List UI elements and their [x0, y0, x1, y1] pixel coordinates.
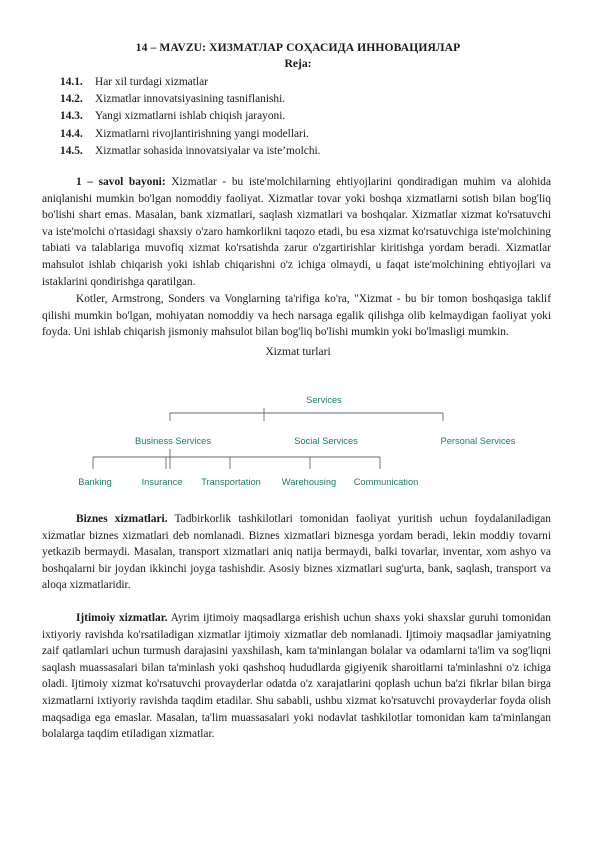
service-types-diagram	[60, 365, 530, 497]
list-item	[60, 143, 321, 160]
definition-paragraph: Kotler, Armstrong, Sonders va Vonglarning ta'rifiga ko'ra, "Xizmat - bu bir tomon boshqasiga taklif qilishi mumkin bo'lgan, mohiyatan nomoddiy va hech narsaga egalik qilishga olib kelmaydigan faoliyat yoki foyda. Uni ishlab chiqarish jismoniy mahsulot bilan bog'liq bo'lishi mumkin yoki bo'lmasligi mumkin.	[42, 293, 551, 339]
business-text: Tadbirkorlik tashkilotlari tomonidan faoliyat yuritish uchun foydalaniladigan xizmatlar biznes xizmatlari deb nomlanadi. Biznes xizmatlari biznesga yordam beradi, lekin moddiy tovarni yetkazib bermaydi. Masalan, transport xizmatlari aniq natija bermaydi, balki tovarlar, inventar, xom ashyo va boshqalarni bir joydan ikkinchi joyga tashishdir. Asosiy biznes xizmatlari sug'urta, bank, saqlash, transport va aloqa xizmatlaridir.	[42, 513, 552, 592]
section1-lead: 1 – savol bayoni:	[76, 176, 166, 188]
topic-text: Xizmatlarni rivojlantirishning yangi modellari.	[95, 127, 309, 140]
figure-caption: Xizmat turlari	[265, 345, 331, 358]
topic-number: 14.5.	[60, 144, 83, 157]
diagram-node-banking: Banking	[78, 477, 112, 487]
business-services-paragraph	[42, 511, 551, 594]
diagram-node-transportation: Transportation	[201, 477, 261, 487]
list-item	[60, 108, 321, 125]
diagram-node-business: Business Services	[135, 436, 211, 446]
topic-number: 14.2.	[60, 93, 83, 106]
diagram-node-social: Social Services	[294, 436, 358, 446]
diagram-node-root: Services	[306, 395, 342, 405]
business-lead: Biznes xizmatlari.	[76, 513, 168, 525]
topic-list	[60, 74, 321, 160]
diagram-node-insurance: Insurance	[141, 477, 183, 487]
plan-heading: Reja:	[284, 57, 312, 70]
diagram-node-warehousing: Warehousing	[281, 477, 337, 487]
topic-number: 14.1.	[60, 76, 83, 88]
section1-paragraph	[42, 174, 551, 290]
social-lead: Ijtimoiy xizmatlar.	[76, 612, 168, 624]
page-title: 14 – MAVZU: ХИЗМАТЛАР СОҲАСИДА ИННОВАЦИЯЛАР	[135, 41, 461, 54]
list-item	[60, 74, 321, 91]
social-text: Ayrim ijtimoiy maqsadlarga erishish uchun shaxs yoki shaxslar guruhi tomonidan ixtiyoriy ravishda ko'rsatiladigan xizmatlar ijtimoiy xizmatlar deb nomlanadi. Ijtimoiy maqsadlar jamiyatning zaif qatlamlari uchun turmush darajasini yaxshilash, kam ta'minlangan bolalar va odamlarni ta'lim va sog'liqni saqlash muassasalari bilan ta'minlash yoki qashshoq hududlarda gigiyenik sharoitlarni ta'minlashni o'z ichiga oladi. Ijtimoiy xizmat ko'rsatuvchi provayderlar odatda o'z xarajatlarini qoplash uchun ba'zi fikrlar bilan birga xizmatlarni ixtiyoriy ravishda taqdim etadilar. Shu sababli, ushbu xizmat ko'rsatuvchi provayderlar foyda olish maqsadiga ega emaslar. Masalan, ta'lim muassasalari yoki nodavlat tashkilotlar tomonidan kam ta'minlangan bolalarga taqdim etiladigan xizmatlar.	[42, 612, 552, 741]
social-services-paragraph	[42, 610, 551, 743]
list-item	[60, 91, 321, 108]
diagram-node-communication: Communication	[353, 477, 419, 487]
topic-number: 14.4.	[60, 127, 83, 140]
topic-text: Yangi xizmatlarni ishlab chiqish jarayoni.	[95, 110, 286, 123]
topic-text: Har xil turdagi xizmatlar	[95, 76, 208, 88]
topic-text: Xizmatlar sohasida innovatsiyalar va iste’molchi.	[95, 144, 321, 157]
list-item	[60, 126, 321, 143]
topic-text: Xizmatlar innovatsiyasining tasniflanishi.	[95, 93, 286, 106]
section1-text: Xizmatlar - bu iste'molchilarning ehtiyojlarini qondiradigan muhim va alohida aniqlanishi mumkin bo'lgan nomoddiy faoliyat. Xizmatlar tovar yoki boshqa xizmatlarni sotish bilan bog'liq bo'lishi shart emas. Masalan, bank xizmatlari, saqlash xizmatlari va boshqalar. Xizmatlar xizmat ko'rsatuvchi va iste'molchi o'rtasidagi shaxsiy o'zaro hamkorlikni taqozo etadi, bu esa xizmat ko'rsatuvchiga iste'molchining tabiati va talablariga muvofiq xizmat ko'rsatishda zarur o'zgartirishlar kiritishga yordam beradi. Xizmatlar mahsulot ishlab chiqarish yoki ishlab chiqarishni o'z ichiga olmaydi, u faqat iste'molchining ehtiyojlari va istaklarini qondirishga qaratilgan.	[42, 176, 551, 288]
diagram-node-personal: Personal Services	[440, 436, 516, 446]
topic-number: 14.3.	[60, 110, 83, 123]
